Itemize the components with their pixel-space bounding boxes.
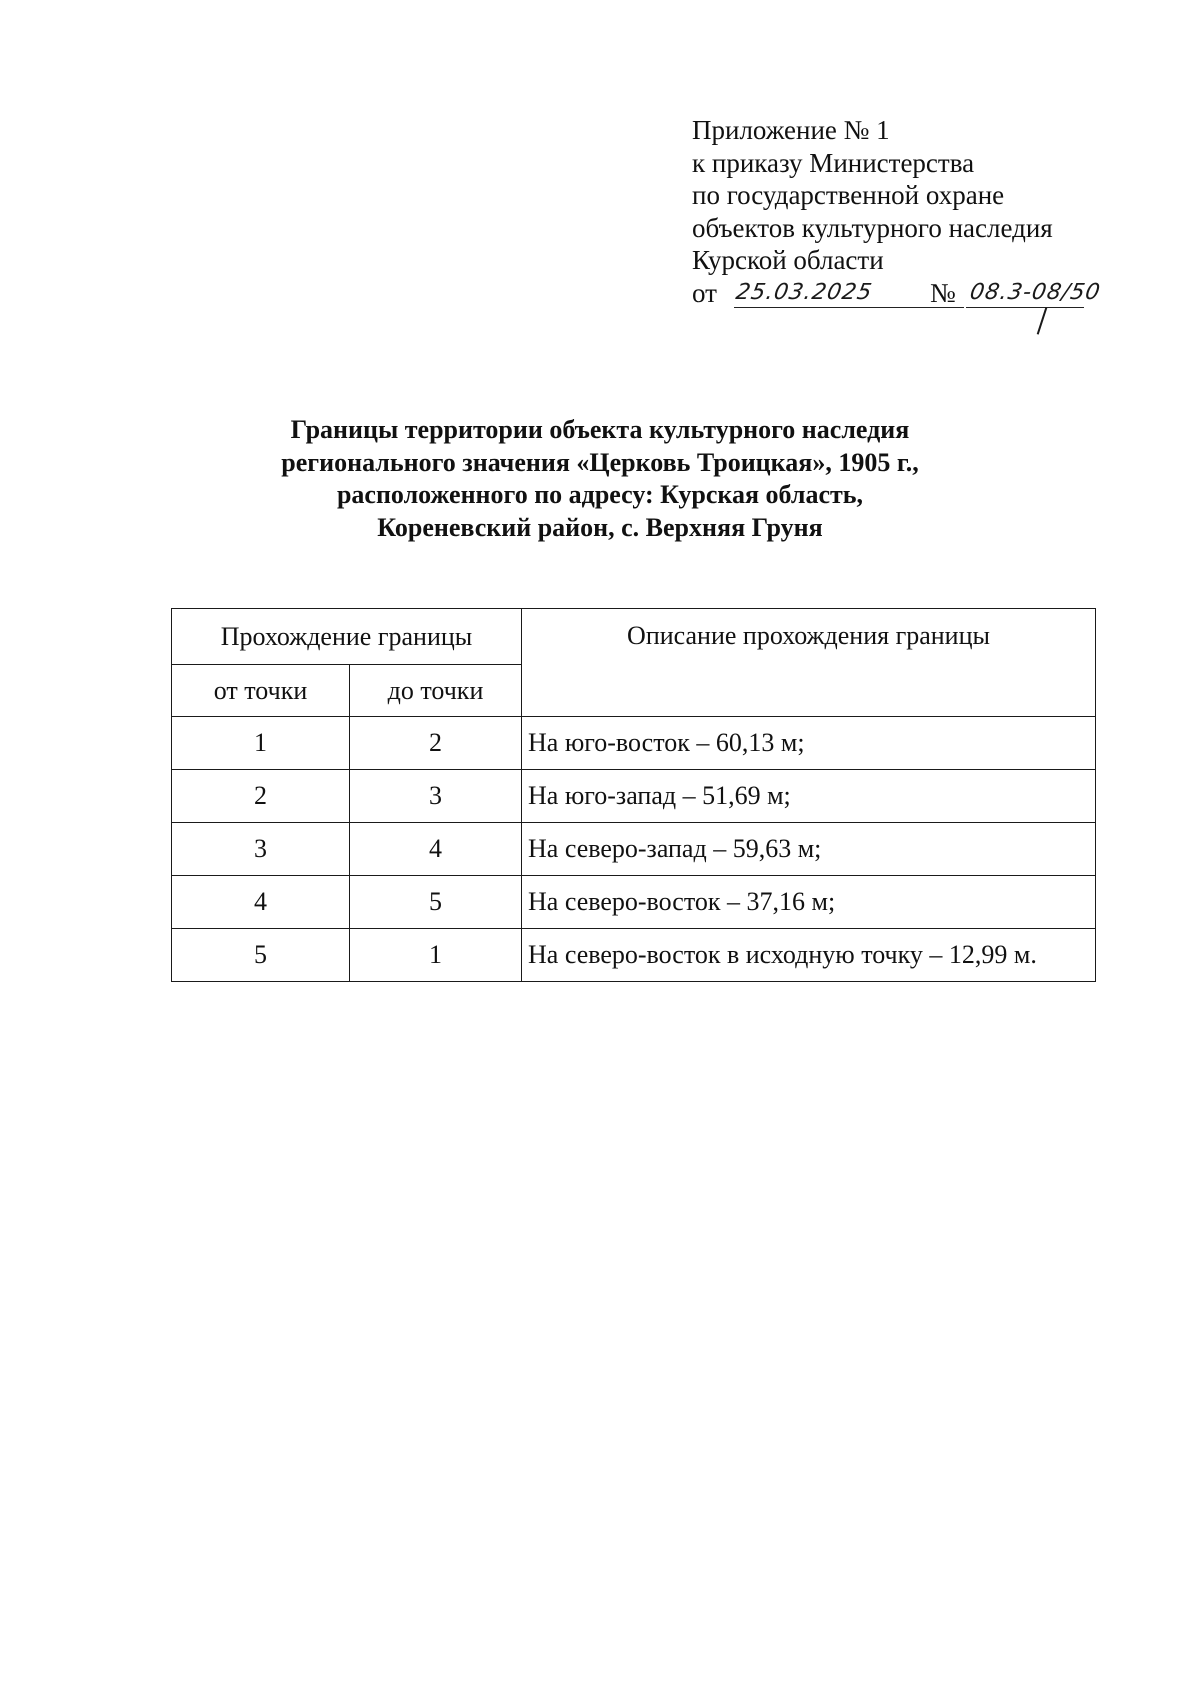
to-point-cell: 4	[350, 823, 522, 876]
number-sign: №	[930, 277, 956, 308]
document-title	[150, 414, 1050, 544]
to-point-cell: 1	[350, 929, 522, 982]
boundary-table	[171, 608, 1096, 982]
description-cell: На северо-восток – 37,16 м;	[522, 876, 1096, 929]
from-point-header: от точки	[172, 665, 350, 717]
description-cell: На северо-восток в исходную точку – 12,99 м.	[522, 929, 1096, 982]
table-row	[172, 876, 1096, 929]
table-row	[172, 770, 1096, 823]
title-line-1: Границы территории объекта культурного наследия	[290, 415, 910, 444]
ministry-name-line-2: объектов культурного наследия	[692, 212, 1053, 243]
title-line-3: расположенного по адресу: Курская область,	[336, 480, 864, 509]
ministry-name-line-1: по государственной охране	[692, 180, 1005, 210]
from-point-cell: 2	[172, 770, 350, 823]
region-name: Курской области	[692, 245, 884, 275]
from-point-cell: 5	[172, 929, 350, 982]
to-point-cell: 5	[350, 876, 522, 929]
order-date-number	[692, 277, 1132, 317]
table-row	[172, 717, 1096, 770]
to-point-cell: 3	[350, 770, 522, 823]
description-cell: На северо-запад – 59,63 м;	[522, 823, 1096, 876]
from-point-cell: 3	[172, 823, 350, 876]
table-row	[172, 823, 1096, 876]
description-cell: На юго-запад – 51,69 м;	[522, 770, 1096, 823]
table-header-row	[172, 609, 1096, 665]
from-point-cell: 1	[172, 717, 350, 770]
boundary-passage-header: Прохождение границы	[172, 609, 522, 665]
description-cell: На юго-восток – 60,13 м;	[522, 717, 1096, 770]
order-number: 08.3-08/50	[967, 279, 1103, 305]
from-point-cell: 4	[172, 876, 350, 929]
title-line-2: регионального значения «Церковь Троицкая», 1905 г.,	[281, 447, 919, 477]
date-prefix: от	[692, 277, 717, 308]
to-point-header: до точки	[350, 665, 522, 717]
table-row	[172, 929, 1096, 982]
handwritten-stroke	[1037, 307, 1048, 334]
appendix-label: Приложение № 1	[692, 115, 890, 145]
approval-block	[692, 114, 1132, 317]
to-point-cell: 2	[350, 717, 522, 770]
order-reference: к приказу Министерства	[692, 147, 975, 178]
order-date: 25.03.2025	[733, 279, 875, 305]
description-header: Описание прохождения границы	[522, 609, 1096, 717]
title-line-4: Кореневский район, с. Верхняя Груня	[377, 512, 823, 542]
